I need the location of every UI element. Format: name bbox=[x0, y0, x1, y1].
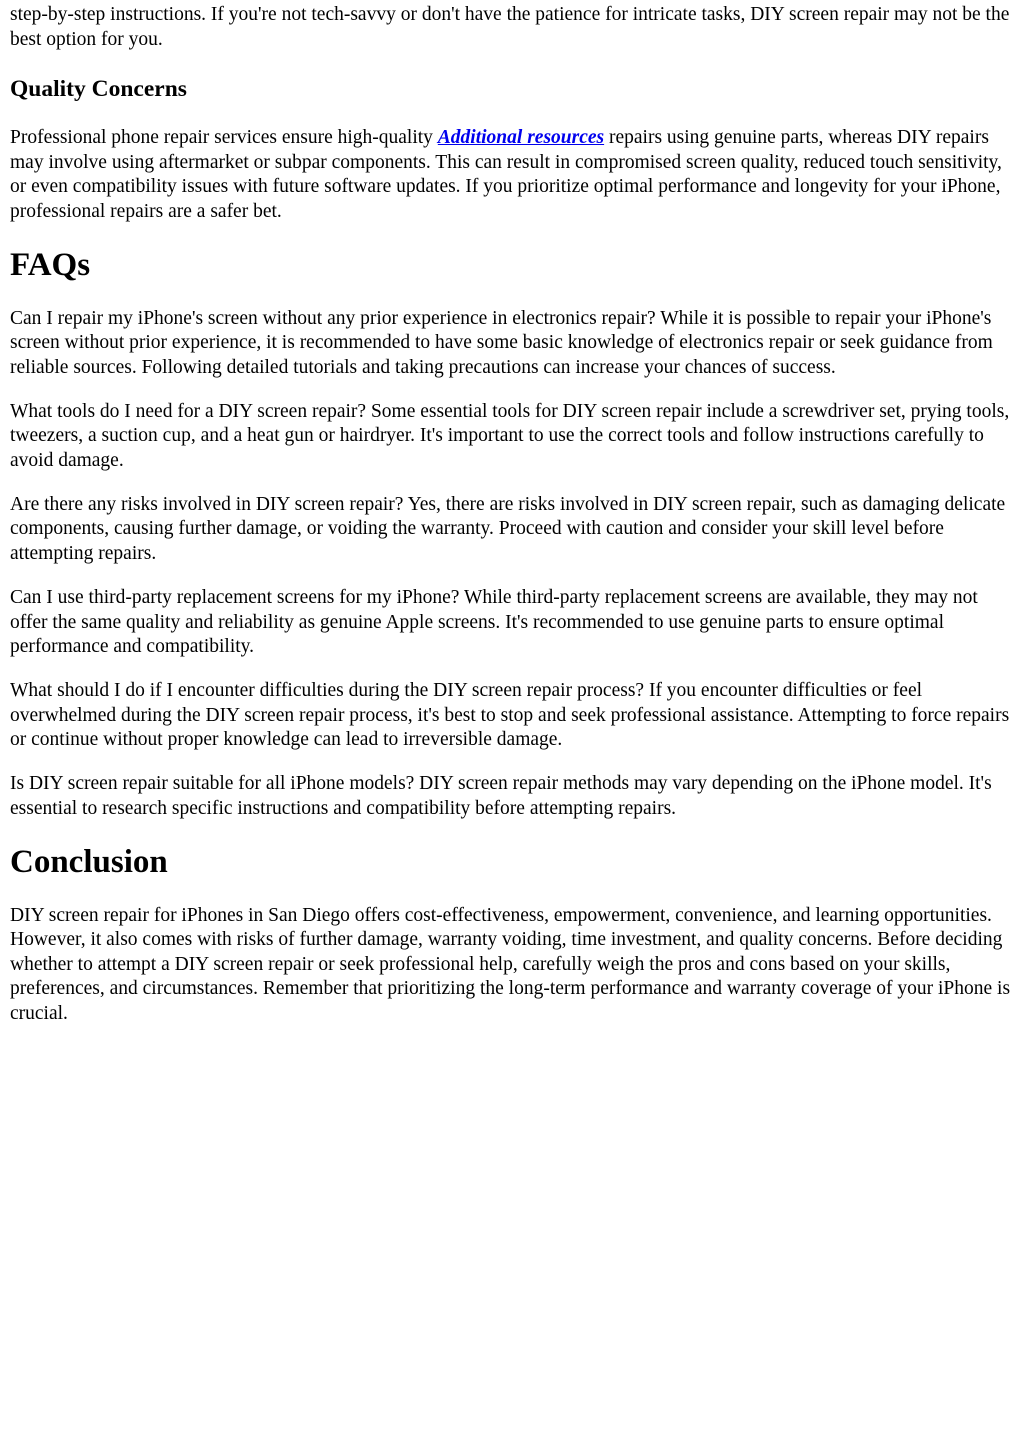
conclusion-paragraph: DIY screen repair for iPhones in San Diego offers cost-effectiveness, empowerment, convenience, and learning opportunities. However, it also comes with risks of further damage, warranty voiding, time investment, and quality concerns. Before deciding whether to attempt a DIY screen repair or seek professional help, carefully weigh the pros and cons based on your skills, preferences, and circumstances. Remember that prioritizing the long-term performance and warranty coverage of your iPhone is crucial. bbox=[10, 904, 1011, 1024]
faq-paragraph-difficulties: What should I do if I encounter difficulties during the DIY screen repair process? If you encounter difficulties or feel overwhelmed during the DIY screen repair process, it's best to stop and seek professional assistance. Attempting to force repairs or continue without proper knowledge can lead to irreversible damage. bbox=[10, 680, 1010, 751]
quality-concerns-heading: Quality Concerns bbox=[10, 76, 187, 103]
intro-continuation-paragraph: step-by-step instructions. If you're not tech-savvy or don't have the patience for intricate tasks, DIY screen repair may not be the best option for you. bbox=[10, 4, 1010, 50]
faqs-heading: FAQs bbox=[10, 246, 91, 283]
faq-paragraph-third-party-screens: Can I use third-party replacement screens for my iPhone? While third-party replacement screens are available, they may not offer the same quality and reliability as genuine Apple screens. It's recommended to use genuine parts to ensure optimal performance and compatibility. bbox=[10, 587, 978, 658]
faq-paragraph-risks: Are there any risks involved in DIY screen repair? Yes, there are risks involved in DIY screen repair, such as damaging delicate components, causing further damage, or voiding the warranty. Proceed with caution and consider your skill level before attempting repairs. bbox=[10, 493, 1006, 564]
paragraph-text-after-link: repairs using genuine parts, whereas DIY repairs may involve using aftermarket or subpar components. This can result in compromised screen quality, reduced touch sensitivity, or even compatibility issues with future software updates. If you prioritize optimal performance and longevity for your iPhone, professional repairs are a safer bet. bbox=[10, 127, 1002, 222]
paragraph-text-before-link: Professional phone repair services ensure high-quality bbox=[10, 127, 438, 149]
quality-concerns-paragraph bbox=[10, 126, 1014, 224]
faq-paragraph-tools: What tools do I need for a DIY screen repair? Some essential tools for DIY screen repair include a screwdriver set, prying tools, tweezers, a suction cup, and a heat gun or hairdryer. It's important to use the correct tools and follow instructions carefully to avoid damage. bbox=[10, 400, 1010, 471]
conclusion-heading: Conclusion bbox=[10, 843, 168, 880]
faq-paragraph-model-suitability: Is DIY screen repair suitable for all iPhone models? DIY screen repair methods may vary depending on the iPhone model. It's essential to research specific instructions and compatibility before attempting repairs. bbox=[10, 773, 992, 819]
additional-resources-link[interactable]: Additional resources bbox=[437, 127, 605, 149]
faq-paragraph-prior-experience: Can I repair my iPhone's screen without any prior experience in electronics repair? While it is possible to repair your iPhone's screen without prior experience, it is recommended to have some basic knowledge of electronics repair or seek guidance from reliable sources. Following detailed tutorials and taking precautions can increase your chances of success. bbox=[10, 307, 993, 378]
